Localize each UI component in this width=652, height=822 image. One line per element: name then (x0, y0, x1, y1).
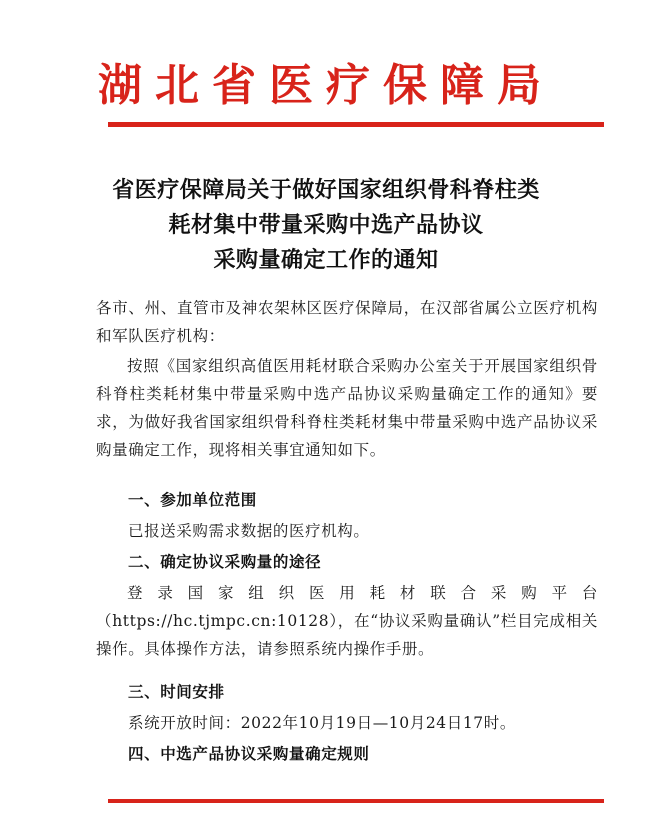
section-1-text: 已报送采购需求数据的医疗机构。 (128, 522, 370, 540)
document-title-line-3: 采购量确定工作的通知 (213, 248, 439, 273)
salutation-paragraph: 各市、州、直管市及神农架林区医疗保障局，在汉部省属公立医疗机构和军队医疗机构： (96, 299, 598, 345)
document-title-line-2: 耗材集中带量采购中选产品协议 (168, 213, 484, 238)
letterhead-org-name: 湖北省医疗保障局 (98, 60, 554, 111)
section-1-heading: 一、参加单位范围 (128, 491, 257, 509)
intro-paragraph: 按照《国家组织高值医用耗材联合采购办公室关于开展国家组织骨科脊柱类耗材集中带量采购中选产品协议采购量确定工作的通知》要求，为做好我省国家组织骨科脊柱类耗材集中带量采购中选产品协议采购量确定工作，现将相关事宜通知如下。 (96, 357, 598, 459)
document-title-line-1: 省医疗保障局关于做好国家组织骨科脊柱类 (112, 178, 540, 203)
letterhead-red-divider (108, 122, 604, 127)
section-2-paragraph: 登录国家组织医用耗材联合采购平台（https://hc.tjmpc.cn:10128），在“协议采购量确认”栏目完成相关操作。具体操作方法，请参照系统内操作手册。 (96, 584, 598, 658)
section-2-heading: 二、确定协议采购量的途径 (128, 553, 322, 571)
section-3-heading: 三、时间安排 (128, 683, 225, 701)
footer-red-divider (108, 799, 604, 803)
section-3-text: 系统开放时间：2022年10月19日—10月24日17时。 (128, 714, 516, 732)
section-4-heading: 四、中选产品协议采购量确定规则 (128, 745, 370, 763)
